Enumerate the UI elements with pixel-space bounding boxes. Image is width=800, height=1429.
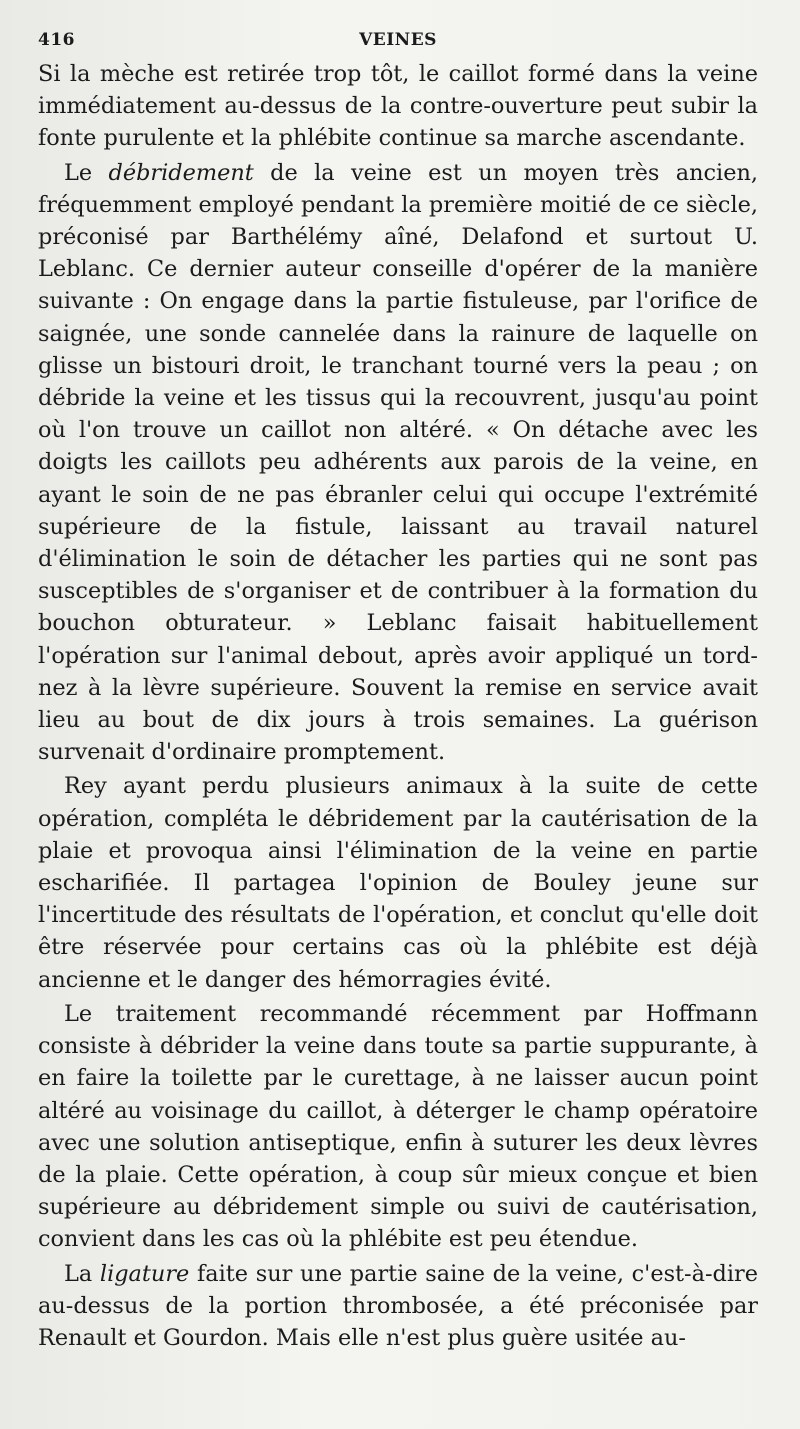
paragraph-text: Le traitement recommandé récemment par Hoffmann consiste à débrider la veine dans toute sa partie suppurante, à en faire la toilette par le curettage, à ne laisser aucun point altéré au voisinage du caillot, à déterger le champ opératoire avec une solution antiseptique, enfin à suturer les deux lèvres de la plaie. Cette opération, à coup sûr mieux conçue et bien supérieure au débridement simple ou suivi de cautérisation, convient dans les cas où la phlébite est peu étendue. bbox=[38, 1000, 758, 1253]
paragraph-text: faite sur une partie saine de la veine, c'est-à-dire au-dessus de la portion thrombosée, a été préconisée par Renault et Gourdon. Mais elle n'est plus guère usitée au- bbox=[38, 1260, 758, 1351]
paragraph-text: Si la mèche est retirée trop tôt, le caillot formé dans la veine immédiatement au-dessus de la contre-ouverture peut subir la fonte purulente et la phlébite continue sa marche ascendante. bbox=[38, 61, 758, 152]
running-title: VEINES bbox=[359, 30, 437, 50]
paragraph-2 bbox=[38, 157, 758, 769]
body-text bbox=[38, 58, 758, 1354]
page-number: 416 bbox=[38, 30, 75, 50]
paragraph-4 bbox=[38, 998, 758, 1256]
paragraph-text: de la veine est un moyen très ancien, fréquemment employé pendant la première moitié de ce siècle, préconisé par Barthélémy aîné, Delafond et surtout U. Leblanc. Ce dernier auteur conseille d'opérer de la manière suivante : On engage dans la partie fistuleuse, par l'orifice de saignée, une sonde cannelée dans la rainure de laquelle on glisse un bistouri droit, le tranchant tourné vers la peau ; on débride la veine et les tissus qui la recouvrent, jusqu'au point où l'on trouve un caillot non altéré. « On détache avec les doigts les caillots peu adhérents aux parois de la veine, en ayant le soin de ne pas ébranler celui qui occupe l'extrémité supérieure de la fistule, laissant au travail naturel d'élimination le soin de détacher les parties qui ne sont pas susceptibles de s'organiser et de contribuer à la formation du bouchon obturateur. » Leblanc faisait habituellement l'opération sur l'animal debout, après avoir appliqué un tord-nez à la lèvre supérieure. Souvent la remise en service avait lieu au bout de dix jours à trois semaines. La guérison survenait d'ordinaire promptement. bbox=[38, 159, 758, 766]
emphasis-ligature: ligature bbox=[99, 1260, 190, 1287]
paragraph-1 bbox=[38, 58, 758, 155]
paragraph-text: Rey ayant perdu plusieurs animaux à la suite de cette opération, compléta le débridement par la cautérisation de la plaie et provoqua ainsi l'élimination de la veine en partie escharifiée. Il partagea l'opinion de Bouley jeune sur l'incertitude des résultats de l'opération, et conclut qu'elle doit être réservée pour certains cas où la phlébite est déjà ancienne et le danger des hémorragies évité. bbox=[38, 773, 758, 993]
paragraph-5 bbox=[38, 1258, 758, 1355]
paragraph-text: Le bbox=[64, 159, 109, 186]
paragraph-3 bbox=[38, 770, 758, 995]
emphasis-debridement: débridement bbox=[108, 159, 254, 186]
paragraph-text: La bbox=[64, 1260, 100, 1287]
page-header bbox=[38, 24, 758, 58]
